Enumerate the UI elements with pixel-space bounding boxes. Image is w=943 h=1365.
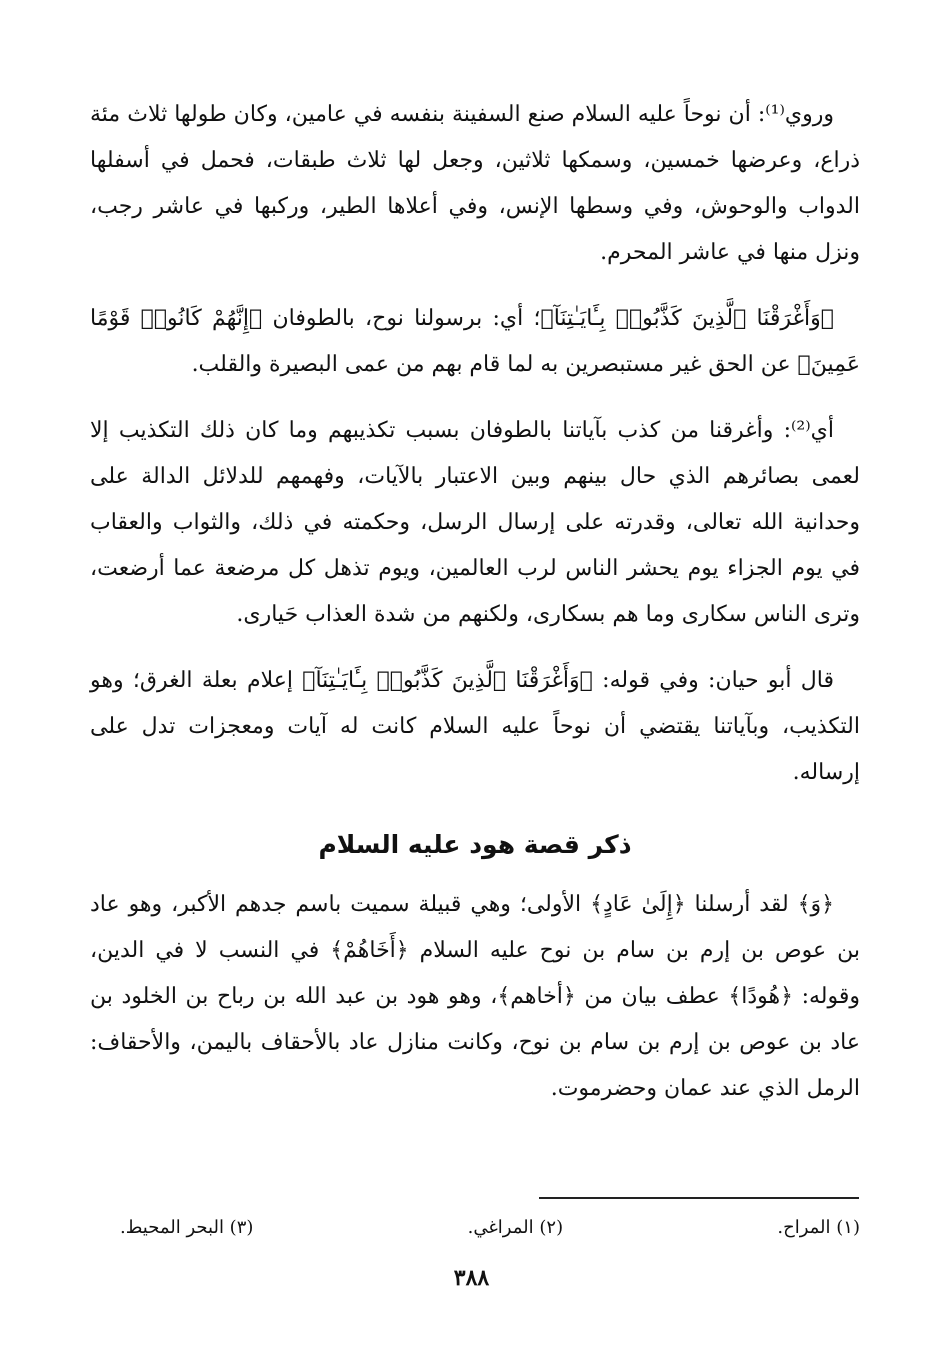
footnote-1: (١) المراح. (777, 1217, 860, 1238)
paragraph-hud-story: ﴿وَ﴾ لقد أرسلنا ﴿إِلَىٰ عَادٍ﴾ الأولى؛ وهي قبيلة سميت باسم جدهم الأكبر، وهو عاد بن عوص بن إرم بن سام بن نوح عليه السلام ﴿أَخَاهُمْ﴾ في النسب لا في الدين، وقوله: ﴿هُودًا﴾ عطف بيان من ﴿أخاهم﴾، وهو هود بن عبد الله بن رباح بن الخلود بن عاد بن عوص بن إرم بن سام بن نوح، وكانت منازل عاد بالأحقاف باليمن، والأحقاف: الرمل الذي عند عمان وحضرموت. (90, 892, 861, 1101)
paragraph-drowning-verse: ﴿وَأَغْرَقْنَا ٱلَّذِينَ كَذَّبُوا۟ بِـَٔايَـٰتِنَآ﴾؛ أي: برسولنا نوح، بالطوفان ﴿إِنَّهُمْ كَانُوا۟ قَوْمًا عَمِينَ﴾ عن الحق غير مستبصرين به لما قام بهم من عمى البصيرة والقلب. (90, 306, 860, 377)
paragraph-abu-hayyan: قال أبو حيان: وفي قوله: ﴿وَأَغْرَقْنَا ٱلَّذِينَ كَذَّبُوا۟ بِـَٔايَـٰتِنَآ﴾ إعلام بعلة الغرق؛ وهو التكذيب، وبآياتنا يقتضي أن نوحاً عليه السلام كانت له آيات ومعجزات تدل على إرساله. (90, 668, 860, 785)
footnote-3: (٣) البحر المحيط. (120, 1217, 254, 1238)
page-number: ٣٨٨ (453, 1265, 490, 1291)
paragraph-ship-description: وروي⁽¹⁾: أن نوحاً عليه السلام صنع السفينة بنفسه في عامين، وكان طولها ثلاث مئة ذراع، وعرضها خمسين، وسمكها ثلاثين، وجعل لها ثلاث طبقات، فحمل في أسفلها الدواب والوحوش، وفي وسطها الإنس، وفي أعلاها الطير، وركبها في عاشر رجب، ونزل منها في عاشر المحرم. (90, 102, 860, 265)
paragraph-explanation: أي⁽²⁾: وأغرقنا من كذب بآياتنا بالطوفان بسبب تكذيبهم وما كان ذلك التكذيب إلا لعمى بصائرهم الذي حال بينهم وبين الاعتبار بالآيات، وفهمهم للدلائل الدالة على وحدانية الله تعالى، وقدرته على إرسال الرسل، وحكمته في ذلك، والثواب والعقاب في يوم الجزاء يوم يحشر الناس لرب العالمين، ويوم تذهل كل مرضعة عما أرضعت، وترى الناس سكارى وما هم بسكارى، ولكنهم من شدة العذاب حَيارى. (90, 418, 860, 627)
section-heading: ذكر قصة هود عليه السلام (318, 830, 632, 859)
footnote-2: (٢) المراغي. (467, 1217, 564, 1238)
footnote-divider (539, 1197, 859, 1199)
page-body (90, 92, 860, 1132)
footnotes (120, 1214, 860, 1242)
